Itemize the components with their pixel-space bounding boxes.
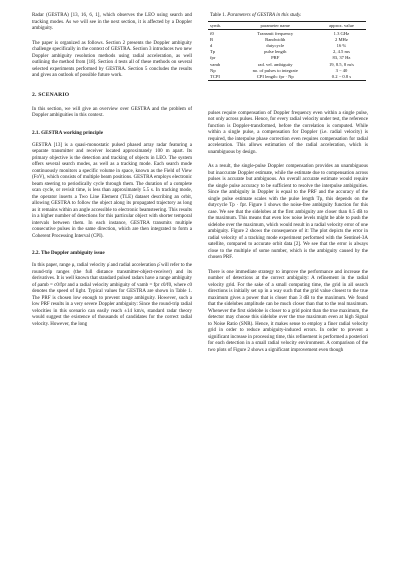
table-cell: 2, 4.5 ms	[333, 49, 350, 55]
table-header-cell: approx. value	[317, 22, 366, 30]
left-column	[32, 13, 192, 336]
table-cell: B	[210, 36, 214, 42]
table-header-cell: symb.	[208, 22, 234, 30]
table-cell: Np	[210, 67, 216, 73]
table-cell: 19, 8.5, 8 m/s	[328, 61, 354, 67]
table-cell: 83, 37 Hz	[332, 55, 351, 61]
table-cell: Transmit frequency	[257, 30, 294, 36]
table-cell: 0.2 − 0.8 s	[331, 73, 352, 79]
table-header-row	[208, 22, 366, 30]
table-cell: TCPI	[210, 73, 220, 79]
table-cell: d	[210, 42, 213, 48]
table-cell: vamb	[210, 61, 221, 67]
table-cell: PRF	[271, 55, 280, 61]
table-cell: fpr	[210, 55, 216, 61]
table-row	[208, 30, 366, 37]
right-paragraph-2: As a result, the single-pulse Doppler compensation provides an unambiguous but inaccurate Doppler estimate, while the estimate due to compensation across pulses is accurate but ambiguous. An overall accurate estimate would require the single pulse accuracy to be sufficient to resolve the interpulse ambiguities. Since the ambiguity in Doppler is equal to the PRF and the accuracy of the single pulse estimate scales with the pulse length Tp, this depends on the dutycycle Tp · fpr. Figure 1 shows the noise-free ambiguity function for this case. We see that the sidelobes at the first ambiguity are closer than 0.5 dB to the maximum. This means that even low noise levels might be able to push the sidelobe over the maximum, which would result in a radial velocity error of one ambiguity. Figure 2 shows the consequence of it: The plot depicts the error in radial velocity of a tracking mode experiment performed with the Sentinel-3A satellite, compared to accurate orbit data [2]. We see that the error is always close to the multiple of some number, which is the ambiguity caused by the chosen PRF.	[208, 164, 368, 260]
table-cell: 2 MHz	[335, 36, 348, 42]
table-cell: 3 − 40	[335, 67, 348, 73]
table-caption-label: Table 1.	[210, 13, 227, 18]
section-2-heading: 2. SCENARIO	[32, 91, 70, 98]
table-cell: pulse length	[264, 49, 287, 55]
table-header-cell: parameter name	[234, 22, 317, 30]
table-cell: rad. vel. ambiguity	[257, 61, 293, 67]
subsection-2-2-paragraph: In this paper, range ρ, radial velocity ρ̇ and radial acceleration ρ̈ will refer to the round-trip ranges (the full distance transmitter-object-receiver) and its derivatives. It is well known that standard pulsed radars have a range ambiguity of ρamb = c0/fpr and a radial velocity ambiguity of vamb = fpr c0/f0, where c0 denotes the speed of light. Typical values for GESTRA are shown in Table 1. The PRF is chosen low enough to prevent range ambiguity. However, such a low PRF results in a very severe Doppler ambiguity: Since the round-trip radial velocities in this scenario can easily reach ±14 km/s, standard radar theory would suggest the existence of thousands of candidates for the correct radial velocity. However, the long	[32, 263, 192, 327]
table-cell: Tp	[210, 49, 216, 55]
intro-paragraph-2: The paper is organized as follows. Section 2 presents the Doppler ambiguity challenge specifically in the context of GESTRA. Section 3 introduces two new Doppler ambiguity resolution methods using radial acceleration, as well outlining the method from [18]. Section 4 tests all of these methods on several selected experiments performed by GESTRA. Section 5 concludes the results and gives an outlook of possible future work.	[32, 40, 192, 78]
table-cell: CPI length: fpr · Np	[256, 73, 294, 79]
table-caption-text: Parameters of GESTRA in this study.	[227, 13, 302, 18]
table-caption	[210, 13, 368, 18]
intro-paragraph-1: Radar (GESTRA) [13, 16, 6, 1], which observes the LEO using search and tracking modes. As we will see in the next section, it is affected by a Doppler ambiguity.	[32, 13, 192, 31]
table-cell: f0	[210, 30, 214, 36]
table-cell: 16 %	[336, 42, 347, 48]
section-2-paragraph: In this section, we will give an overview over GESTRA and the problem of Doppler ambiguities in this context.	[32, 106, 192, 118]
right-paragraph-1: pulses require compensation of Doppler frequency even within a single pulse, not only across pulses. Hence, for every radial velocity under test, the reference function is Doppler-transformed, before the correlation is computed. While within a single pulse, a compensation for Doppler (i.e. radial velocity) is required, the interpulse phase correction even requires compensation for radial acceleration. This allows estimation of the radial acceleration, which is unambiguous by design.	[208, 110, 368, 155]
right-paragraph-3: There is one immediate strategy to improve the performance and increase the number of detections at the correct ambiguity: A refinement in the radial velocity grid. For the sake of a small computing time, the grid in all search directions is initially set up in a way such that the grid value closest to the true maximum gives a power that is closer than 3 dB to the maximum. We found that the sidelobes amplitude can be much closer than that to the real maximum. Whenever the first sidelobe is closer to a grid point than the true maximum, the detector may choose this sidelobe over the true maximum even at high Signal to Noise Ratio (SNR). Hence, it makes sense to employ a finer radial velocity grid in order to reduce ambiguity-induced errors. In order to prevent a significant increase in processing time, this refinement is performed a posteriori for each detection in a small radial velocity environment. A comparison of the two plots of Figure 2 shows a significant improvement even though	[208, 269, 368, 353]
table-cell: no. of pulses to integrate	[252, 67, 298, 73]
parameters-table	[208, 21, 366, 81]
table-cell: Bandwidth	[265, 36, 286, 42]
subsection-2-1-heading: 2.1. GESTRA working principle	[32, 129, 104, 136]
subsection-2-1-paragraph: GESTRA [13] is a quasi-monostatic pulsed phased array radar featuring a separate transmitter and receiver located approximately 100 m apart. Its primary objective is the detection and tracking of objects in LEO. The system offers several search modes, as well as a tracking mode. Each search mode continuously monitors a specific volume in space, known as the Field of View (FoV), which consists of multiple beam positions. GESTRA employs electronic beam steering to periodically cycle through them. The duration of a complete scan cycle, or revisit time, is less than approximately 5.5 s. In tracking mode, the operator inserts a Two Line Element (TLE) dataset describing an orbit, allowing GESTRA to follow the object along its propagated trajectory as long as it remains within an angle accessible to electronic beamsteering. This results in a higher number of detections for this particular object with shorter temporal intervals between them. In each instance, GESTRA transmits multiple consecutive pulses in the same direction, which are then integrated to form a Coherent Processing Interval (CPI).	[32, 142, 192, 239]
table-row	[208, 73, 366, 80]
subsection-2-2-heading: 2.2. The Doppler ambiguity issue	[32, 250, 105, 256]
table-cell: dutycycle	[266, 42, 285, 48]
table-cell: 1.3 GHz	[333, 30, 350, 36]
right-column	[208, 13, 368, 362]
